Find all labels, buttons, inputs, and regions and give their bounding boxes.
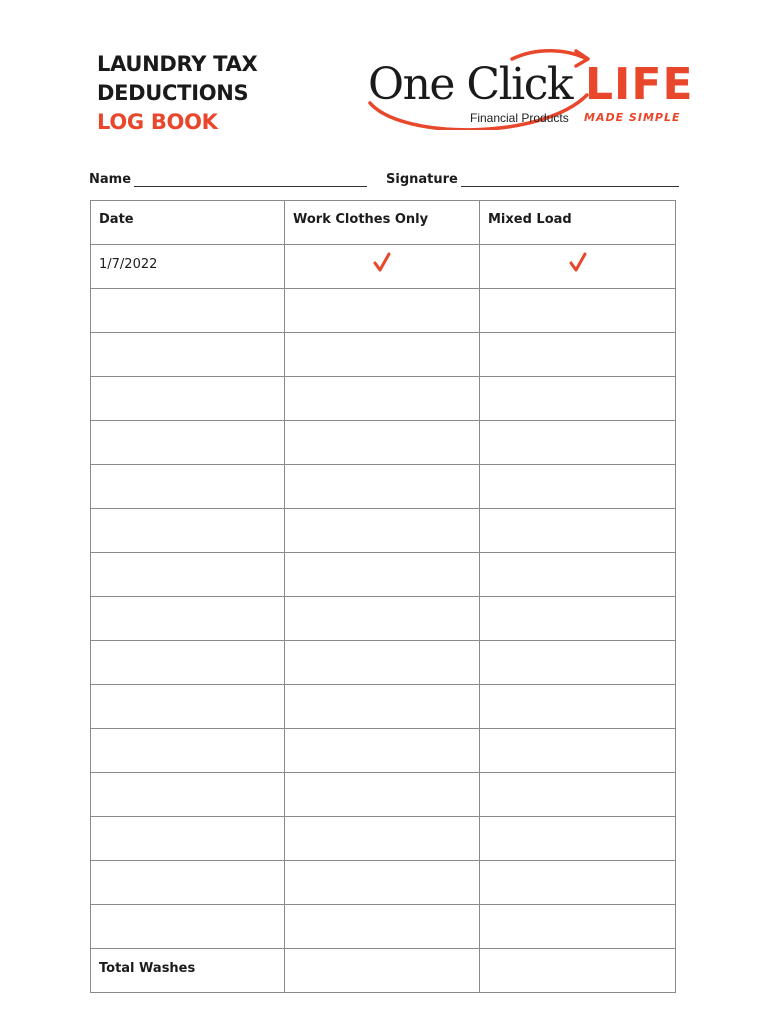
table-row — [91, 553, 676, 597]
mixed-load-cell[interactable] — [480, 861, 676, 905]
one-click-life-logo — [362, 45, 692, 130]
table-row — [91, 289, 676, 333]
work-clothes-cell[interactable] — [285, 729, 480, 773]
date-cell[interactable] — [91, 421, 285, 465]
logo-financial-products: Financial Products — [470, 111, 569, 125]
work-clothes-cell[interactable] — [285, 465, 480, 509]
table-row — [91, 377, 676, 421]
date-cell[interactable] — [91, 641, 285, 685]
date-cell[interactable] — [91, 289, 285, 333]
date-cell[interactable] — [91, 333, 285, 377]
table-row — [91, 597, 676, 641]
date-cell[interactable] — [91, 773, 285, 817]
table-row — [91, 421, 676, 465]
table-row — [91, 465, 676, 509]
table-row — [91, 685, 676, 729]
checkmark-icon — [372, 251, 392, 273]
date-cell[interactable] — [91, 509, 285, 553]
table-row — [91, 641, 676, 685]
date-cell[interactable] — [91, 597, 285, 641]
table-header-row — [91, 201, 676, 245]
logo-made-simple: MADE SIMPLE — [584, 111, 681, 124]
work-clothes-cell[interactable] — [285, 597, 480, 641]
work-clothes-cell[interactable] — [285, 773, 480, 817]
name-label: Name — [89, 172, 132, 187]
table-row — [91, 905, 676, 949]
mixed-load-cell[interactable] — [480, 729, 676, 773]
work-clothes-cell[interactable] — [285, 685, 480, 729]
mixed-load-cell[interactable] — [480, 245, 676, 289]
date-cell[interactable]: 1/7/2022 — [91, 245, 285, 289]
mixed-load-cell[interactable] — [480, 465, 676, 509]
work-clothes-cell[interactable] — [285, 817, 480, 861]
mixed-load-cell[interactable] — [480, 905, 676, 949]
work-clothes-cell[interactable] — [285, 553, 480, 597]
date-cell[interactable] — [91, 861, 285, 905]
mixed-load-cell[interactable] — [480, 377, 676, 421]
work-clothes-cell[interactable] — [285, 421, 480, 465]
work-clothes-cell[interactable] — [285, 861, 480, 905]
table-row — [91, 861, 676, 905]
mixed-load-cell[interactable] — [480, 685, 676, 729]
total-work-clothes-cell[interactable] — [285, 949, 480, 993]
work-clothes-cell[interactable] — [285, 905, 480, 949]
total-mixed-load-cell[interactable] — [480, 949, 676, 993]
date-cell[interactable] — [91, 905, 285, 949]
work-clothes-cell[interactable] — [285, 377, 480, 421]
signature-line[interactable] — [461, 172, 679, 187]
work-clothes-cell[interactable] — [285, 245, 480, 289]
mixed-load-cell[interactable] — [480, 597, 676, 641]
date-cell[interactable] — [91, 685, 285, 729]
title-line-3: LOG BOOK — [97, 110, 218, 134]
work-clothes-cell[interactable] — [285, 333, 480, 377]
work-clothes-cell[interactable] — [285, 641, 480, 685]
table-row — [91, 509, 676, 553]
table-row — [91, 817, 676, 861]
table-row — [91, 729, 676, 773]
table-row — [91, 333, 676, 377]
mixed-load-cell[interactable] — [480, 289, 676, 333]
signature-label: Signature — [386, 172, 458, 187]
logo-one-click-text: One Click — [368, 59, 573, 110]
document-title — [97, 50, 257, 137]
date-cell[interactable] — [91, 729, 285, 773]
date-cell[interactable] — [91, 377, 285, 421]
logo-life-text: LIFE — [585, 59, 694, 110]
name-signature-row — [89, 172, 679, 194]
signature-field[interactable] — [386, 172, 679, 187]
title-line-2: DEDUCTIONS — [97, 81, 249, 105]
laundry-log-table — [90, 200, 676, 993]
date-cell[interactable] — [91, 465, 285, 509]
work-clothes-cell[interactable] — [285, 509, 480, 553]
column-header-date: Date — [91, 201, 285, 245]
mixed-load-cell[interactable] — [480, 421, 676, 465]
mixed-load-cell[interactable] — [480, 509, 676, 553]
table-body — [91, 245, 676, 993]
checkmark-icon — [568, 251, 588, 273]
mixed-load-cell[interactable] — [480, 817, 676, 861]
column-header-work-clothes: Work Clothes Only — [285, 201, 480, 245]
name-line[interactable] — [134, 172, 367, 187]
mixed-load-cell[interactable] — [480, 641, 676, 685]
work-clothes-cell[interactable] — [285, 289, 480, 333]
title-line-1: LAUNDRY TAX — [97, 52, 258, 76]
column-header-mixed-load: Mixed Load — [480, 201, 676, 245]
table-row — [91, 245, 676, 289]
mixed-load-cell[interactable] — [480, 333, 676, 377]
name-field[interactable] — [89, 172, 367, 187]
date-cell[interactable] — [91, 817, 285, 861]
mixed-load-cell[interactable] — [480, 773, 676, 817]
date-cell[interactable] — [91, 553, 285, 597]
table-row — [91, 773, 676, 817]
total-row — [91, 949, 676, 993]
mixed-load-cell[interactable] — [480, 553, 676, 597]
total-washes-label: Total Washes — [91, 949, 285, 993]
